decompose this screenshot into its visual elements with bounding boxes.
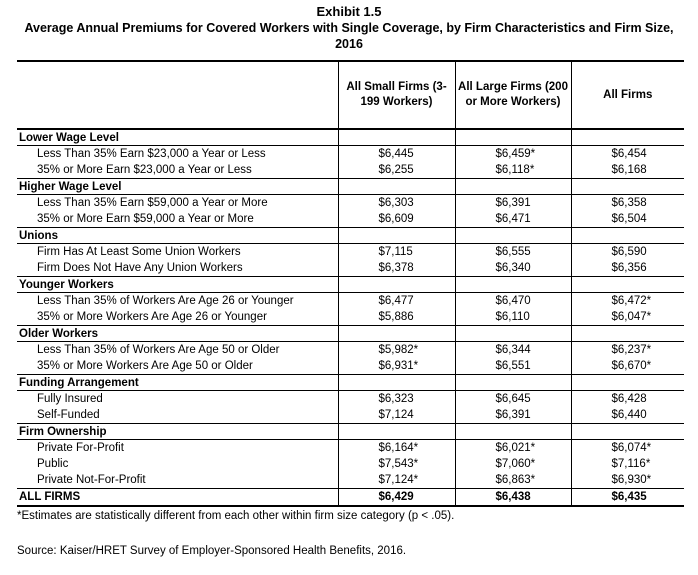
premium-value: $6,164* (378, 442, 419, 454)
category-spacer (571, 228, 684, 244)
value-cell (455, 211, 571, 228)
all-firms-value: $6,429 (378, 491, 414, 503)
value-cell (338, 342, 455, 359)
table-row (17, 391, 684, 408)
category-spacer (571, 424, 684, 440)
value-cell (571, 472, 684, 489)
premium-value: $6,670* (611, 360, 652, 372)
value-cell (338, 472, 455, 489)
premium-value: $7,124 (378, 409, 414, 421)
category-spacer (455, 424, 571, 440)
value-cell (338, 440, 455, 457)
category-row (17, 228, 684, 244)
premium-value: $6,609 (378, 213, 414, 225)
category-row (17, 129, 684, 146)
category-spacer (571, 129, 684, 146)
header-empty-cell (17, 61, 338, 129)
value-cell (571, 195, 684, 212)
premium-value: $6,470 (495, 295, 531, 307)
table-row (17, 244, 684, 261)
premium-value: $7,116* (611, 458, 651, 470)
premium-value: $6,645 (495, 393, 531, 405)
premium-value: $6,323 (378, 393, 414, 405)
value-cell (571, 146, 684, 163)
value-cell (571, 489, 684, 507)
value-cell (455, 456, 571, 472)
table-row (17, 342, 684, 359)
value-cell (571, 244, 684, 261)
value-cell (455, 293, 571, 310)
category-heading: Lower Wage Level (17, 129, 338, 146)
premium-value: $6,358 (611, 197, 647, 209)
value-cell (455, 407, 571, 424)
category-heading: Firm Ownership (17, 424, 338, 440)
category-spacer (338, 228, 455, 244)
table-row (17, 260, 684, 277)
category-spacer (571, 277, 684, 293)
row-label: Fully Insured (17, 391, 338, 408)
table-row (17, 293, 684, 310)
value-cell (455, 260, 571, 277)
premium-value: $6,378 (378, 262, 414, 274)
category-spacer (338, 129, 455, 146)
value-cell (455, 358, 571, 375)
premium-value: $6,471 (495, 213, 531, 225)
value-cell (571, 456, 684, 472)
category-spacer (338, 277, 455, 293)
row-label: Less Than 35% of Workers Are Age 26 or Younger (17, 293, 338, 310)
premium-value: $6,047* (611, 311, 652, 323)
value-cell (338, 211, 455, 228)
premium-value: $6,391 (495, 409, 531, 421)
category-spacer (455, 375, 571, 391)
table-row (17, 440, 684, 457)
premium-value: $6,930* (611, 474, 652, 486)
value-cell (571, 260, 684, 277)
value-cell (338, 260, 455, 277)
value-cell (455, 472, 571, 489)
column-header-small-firms: All Small Firms (3-199 Workers) (338, 61, 455, 129)
premium-value: $5,886 (378, 311, 414, 323)
table-body (17, 129, 684, 506)
value-cell (455, 342, 571, 359)
value-cell (571, 407, 684, 424)
all-firms-label: ALL FIRMS (17, 489, 338, 507)
source-note: Source: Kaiser/HRET Survey of Employer-Sponsored Health Benefits, 2016. (17, 545, 407, 557)
premium-value: $6,255 (378, 164, 414, 176)
value-cell (455, 146, 571, 163)
table-row (17, 358, 684, 375)
premium-value: $6,555 (495, 246, 531, 258)
row-label: 35% or More Workers Are Age 26 or Younger (17, 309, 338, 326)
premium-value: $6,931* (378, 360, 419, 372)
row-label: Private For-Profit (17, 440, 338, 457)
category-spacer (455, 129, 571, 146)
row-label: Public (17, 456, 338, 472)
category-heading: Younger Workers (17, 277, 338, 293)
value-cell (338, 244, 455, 261)
all-firms-value: $6,438 (495, 491, 531, 503)
exhibit-title: Average Annual Premiums for Covered Workers with Single Coverage, by Firm Characteristics and Firm Size, 2016 (24, 21, 674, 51)
category-spacer (455, 228, 571, 244)
category-heading: Unions (17, 228, 338, 244)
value-cell (338, 456, 455, 472)
table-row (17, 309, 684, 326)
value-cell (338, 391, 455, 408)
premium-value: $6,477 (378, 295, 414, 307)
premium-value: $6,391 (495, 197, 531, 209)
category-row (17, 326, 684, 342)
exhibit-label: Exhibit 1.5 (316, 4, 382, 19)
value-cell (455, 309, 571, 326)
value-cell (455, 195, 571, 212)
category-row (17, 375, 684, 391)
table-row (17, 472, 684, 489)
row-label: 35% or More Earn $23,000 a Year or Less (17, 162, 338, 179)
all-firms-value: $6,435 (611, 491, 647, 503)
premium-value: $6,504 (611, 213, 647, 225)
value-cell (455, 489, 571, 507)
category-spacer (571, 375, 684, 391)
row-label: Less Than 35% Earn $23,000 a Year or Less (17, 146, 338, 163)
value-cell (455, 391, 571, 408)
value-cell (571, 440, 684, 457)
category-spacer (338, 179, 455, 195)
value-cell (338, 146, 455, 163)
value-cell (455, 244, 571, 261)
column-header-all-firms: All Firms (571, 61, 684, 129)
table-row (17, 195, 684, 212)
premium-value: $7,060* (495, 458, 536, 470)
column-header-large-firms: All Large Firms (200 or More Workers) (455, 61, 571, 129)
table-row (17, 146, 684, 163)
premium-value: $6,021* (495, 442, 536, 454)
table-header-row (17, 61, 684, 129)
category-spacer (455, 179, 571, 195)
value-cell (571, 358, 684, 375)
category-spacer (571, 326, 684, 342)
premium-value: $6,445 (378, 148, 414, 160)
premium-value: $6,356 (611, 262, 647, 274)
all-firms-row (17, 489, 684, 507)
premium-value: $7,124* (378, 474, 419, 486)
category-spacer (455, 326, 571, 342)
value-cell (571, 211, 684, 228)
row-label: Less Than 35% Earn $59,000 a Year or More (17, 195, 338, 212)
value-cell (571, 342, 684, 359)
premium-value: $6,168 (611, 164, 647, 176)
row-label: Private Not-For-Profit (17, 472, 338, 489)
premium-value: $6,590 (611, 246, 647, 258)
category-spacer (571, 179, 684, 195)
value-cell (338, 162, 455, 179)
premium-value: $6,074* (611, 442, 652, 454)
category-heading: Higher Wage Level (17, 179, 338, 195)
row-label: 35% or More Workers Are Age 50 or Older (17, 358, 338, 375)
category-row (17, 424, 684, 440)
premium-value: $6,551 (495, 360, 531, 372)
table-row (17, 456, 684, 472)
category-heading: Funding Arrangement (17, 375, 338, 391)
value-cell (455, 162, 571, 179)
row-label: Self-Funded (17, 407, 338, 424)
category-spacer (455, 277, 571, 293)
category-spacer (338, 424, 455, 440)
category-row (17, 277, 684, 293)
premium-value: $6,110 (495, 311, 530, 323)
premium-value: $5,982* (378, 344, 419, 356)
value-cell (571, 293, 684, 310)
premium-value: $6,472* (611, 295, 652, 307)
premium-value: $6,863* (495, 474, 536, 486)
value-cell (338, 195, 455, 212)
premium-value: $6,118* (495, 164, 535, 176)
category-spacer (338, 326, 455, 342)
premium-value: $6,440 (611, 409, 647, 421)
value-cell (338, 358, 455, 375)
category-row (17, 179, 684, 195)
premium-value: $7,115 (378, 246, 413, 258)
value-cell (455, 440, 571, 457)
row-label: Firm Has At Least Some Union Workers (17, 244, 338, 261)
row-label: Less Than 35% of Workers Are Age 50 or Older (17, 342, 338, 359)
value-cell (338, 407, 455, 424)
value-cell (571, 162, 684, 179)
category-heading: Older Workers (17, 326, 338, 342)
value-cell (338, 293, 455, 310)
premium-value: $7,543* (378, 458, 419, 470)
footnote: *Estimates are statistically different from each other within firm size category (p < .05). (17, 510, 455, 522)
premium-value: $6,459* (495, 148, 536, 160)
table-row (17, 162, 684, 179)
premium-value: $6,303 (378, 197, 414, 209)
premium-value: $6,454 (611, 148, 647, 160)
value-cell (338, 309, 455, 326)
value-cell (338, 489, 455, 507)
premiums-table (17, 60, 684, 507)
value-cell (571, 391, 684, 408)
premium-value: $6,237* (611, 344, 652, 356)
table-row (17, 211, 684, 228)
row-label: Firm Does Not Have Any Union Workers (17, 260, 338, 277)
premium-value: $6,344 (495, 344, 531, 356)
category-spacer (338, 375, 455, 391)
table-row (17, 407, 684, 424)
premium-value: $6,428 (611, 393, 647, 405)
row-label: 35% or More Earn $59,000 a Year or More (17, 211, 338, 228)
exhibit-titles (0, 4, 698, 52)
value-cell (571, 309, 684, 326)
premium-value: $6,340 (495, 262, 531, 274)
